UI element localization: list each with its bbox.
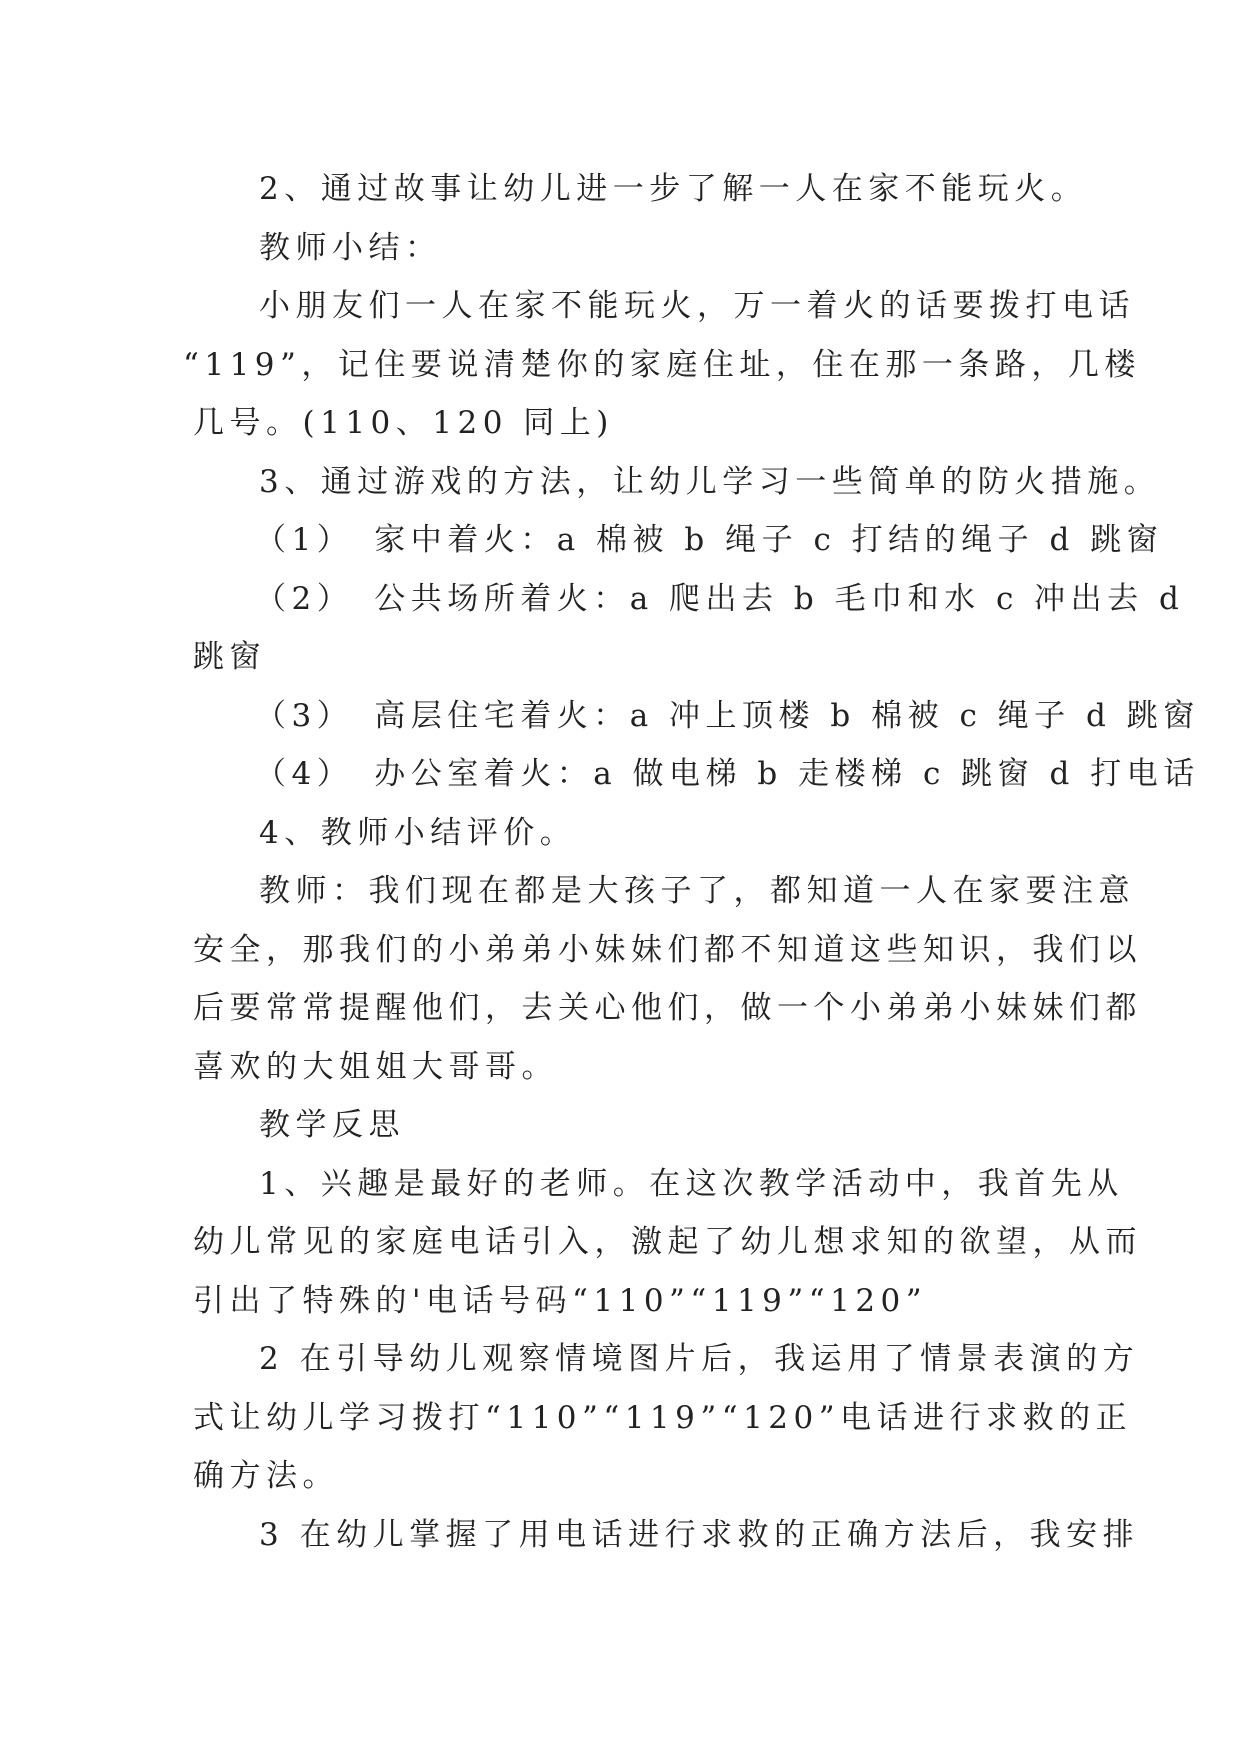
text-line: “119”，记住要说清楚你的家庭住址，住在那一条路，几楼 bbox=[183, 346, 1141, 383]
text-line: 几号。(110、120 同上) bbox=[193, 405, 614, 441]
text-line: 跳窗 bbox=[193, 639, 266, 675]
text-line: 3、通过游戏的方法，让幼儿学习一些简单的防火措施。 bbox=[259, 463, 1161, 500]
list-item-public-fire bbox=[193, 570, 1185, 687]
paragraph-teacher-evaluation bbox=[193, 804, 1053, 863]
text-line: 3 在幼儿掌握了用电话进行求救的正确方法后，我安排 bbox=[259, 1516, 1140, 1553]
text-line: 教师小结： bbox=[259, 229, 442, 266]
section-heading-teaching-reflection bbox=[193, 1096, 1053, 1155]
text-line: 1、兴趣是最好的老师。在这次教学活动中，我首先从 bbox=[259, 1165, 1124, 1202]
text-line: （3） 高层住宅着火：a 冲上顶楼 b 棉被 c 绳子 d 跳窗 bbox=[255, 697, 1200, 734]
list-item-office-fire bbox=[193, 745, 1200, 804]
list-item-home-fire bbox=[193, 511, 1164, 570]
text-line: 小朋友们一人在家不能玩火，万一着火的话要拨打电话 bbox=[259, 288, 1135, 324]
paragraph-reflection-1 bbox=[193, 1155, 1142, 1331]
text-line: 教学反思 bbox=[259, 1107, 405, 1143]
text-line: 引出了特殊的'电话号码“110”“119”“120” bbox=[193, 1282, 928, 1319]
text-line: 2 在引导幼儿观察情境图片后，我运用了情景表演的方 bbox=[259, 1341, 1140, 1377]
paragraph-teacher-summary bbox=[183, 277, 1141, 453]
text-line: 式让幼儿学习拨打“110”“119”“120”电话进行求救的正 bbox=[193, 1399, 1133, 1436]
paragraph-story-goal bbox=[193, 160, 1088, 219]
paragraph-game-method bbox=[193, 453, 1161, 512]
text-line: 4、教师小结评价。 bbox=[259, 814, 577, 851]
text-line: 喜欢的大姐姐大哥哥。 bbox=[193, 1048, 558, 1085]
paragraph-reflection-3 bbox=[193, 1506, 1140, 1565]
text-line: 后要常常提醒他们，去关心他们，做一个小弟弟小妹妹们都 bbox=[193, 990, 1142, 1026]
document-body bbox=[183, 160, 1200, 1564]
text-line: 教师：我们现在都是大孩子了，都知道一人在家要注意 bbox=[259, 873, 1135, 909]
text-line: 确方法。 bbox=[193, 1458, 339, 1494]
paragraph-teacher-speech bbox=[193, 862, 1142, 1096]
list-item-highrise-fire bbox=[193, 687, 1200, 746]
text-line: （4） 办公室着火：a 做电梯 b 走楼梯 c 跳窗 d 打电话 bbox=[255, 756, 1200, 792]
text-line: （2） 公共场所着火：a 爬出去 b 毛巾和水 c 冲出去 d bbox=[255, 580, 1185, 617]
text-line: 2、通过故事让幼儿进一步了解一人在家不能玩火。 bbox=[259, 171, 1088, 207]
paragraph-teacher-summary-heading bbox=[193, 219, 1053, 278]
paragraph-reflection-2 bbox=[193, 1330, 1140, 1506]
text-line: （1） 家中着火：a 棉被 b 绳子 c 打结的绳子 d 跳窗 bbox=[255, 522, 1164, 558]
text-line: 幼儿常见的家庭电话引入，激起了幼儿想求知的欲望，从而 bbox=[193, 1224, 1142, 1260]
text-line: 安全，那我们的小弟弟小妹妹们都不知道这些知识，我们以 bbox=[193, 931, 1142, 968]
